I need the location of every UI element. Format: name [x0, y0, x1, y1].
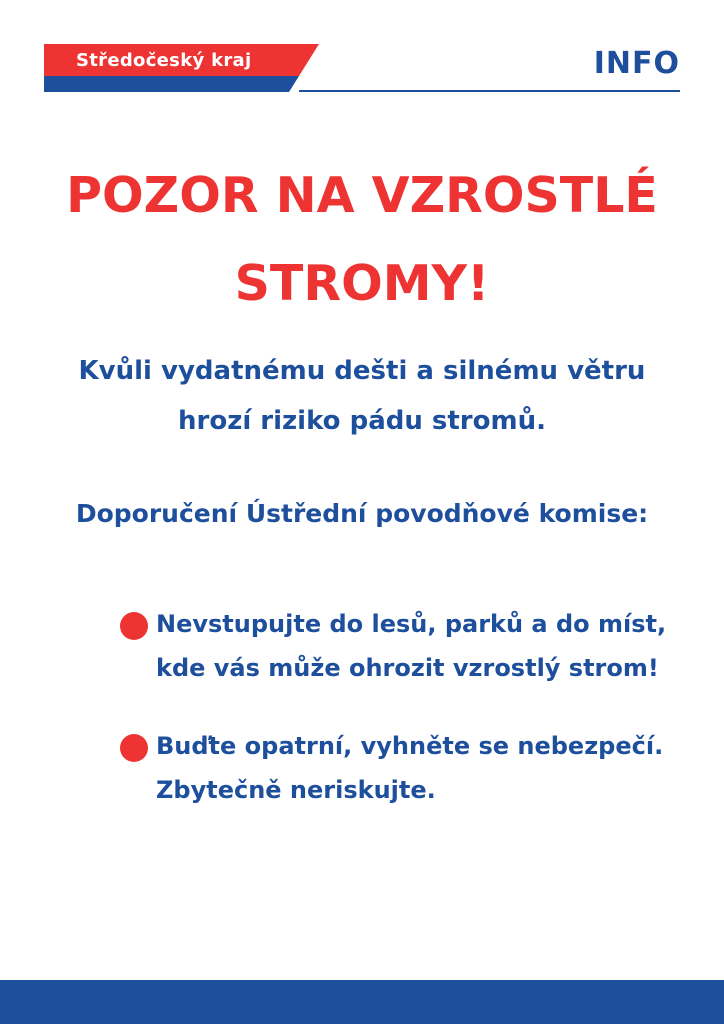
list-item-line-2: kde vás může ohrozit vzrostlý strom! — [156, 654, 659, 682]
recommendation-list — [120, 602, 700, 846]
info-label: INFO — [593, 46, 680, 81]
list-item-line-1: Buďte opatrní, vyhněte se nebezpečí. — [156, 732, 664, 760]
red-dot-icon — [120, 612, 148, 640]
list-item-line-2: Zbytečně neriskujte. — [156, 776, 436, 804]
list-item — [120, 724, 700, 812]
header — [44, 44, 680, 94]
recommendation-heading: Doporučení Ústřední povodňové komise: — [75, 499, 649, 528]
warning-subtitle — [0, 346, 724, 446]
footer-bar — [0, 980, 724, 1024]
region-label: Středočeský kraj — [76, 50, 252, 71]
title-line-1: POZOR NA VZROSTLÉ — [66, 167, 658, 224]
title-line-2: STROMY! — [234, 255, 490, 312]
list-item — [120, 602, 700, 690]
red-dot-icon — [120, 734, 148, 762]
list-item-line-1: Nevstupujte do lesů, parků a do míst, — [156, 610, 667, 638]
page-title — [0, 152, 724, 328]
header-divider — [299, 90, 680, 92]
subtitle-line-2: hrozí riziko pádu stromů. — [178, 406, 546, 436]
subtitle-line-1: Kvůli vydatnému dešti a silnému větru — [78, 356, 646, 386]
region-ribbon — [44, 44, 319, 92]
